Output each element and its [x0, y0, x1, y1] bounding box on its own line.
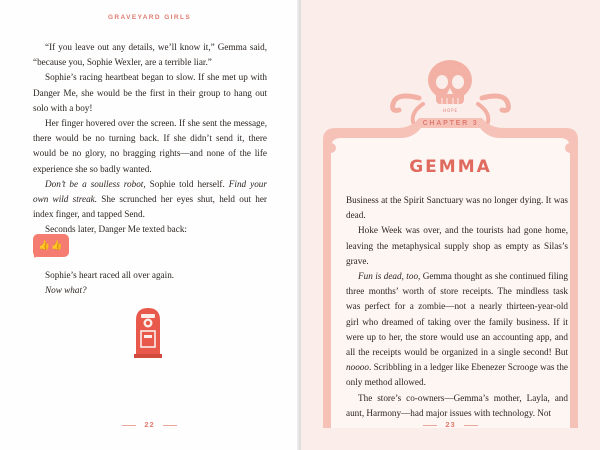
chapter-title: GEMMA [409, 157, 492, 177]
text-run: Gemma thought as she continued filing three months’ worth of store receipts. The mindless task was perfect for a zombie—not a nearly thirteen-year-old girl who dreamed of taking over the family business. If it were up to her, the store would use an accounting app, and all the receipts would be organized in a single second! But [346, 271, 568, 358]
paragraph: Hoke Week was over, and the tourists had gone home, leaving the metaphysical supply shop as empty as Silas’s grave. [346, 225, 568, 266]
thumbs-up-icon: 👍👍 [38, 240, 64, 251]
page-number-right [301, 420, 600, 429]
after-bubble-text [33, 268, 267, 298]
paragraph: The store’s co-owners—Gemma’s mother, Layla, and aunt, Harmony—had major issues with technology. Not [346, 392, 568, 418]
running-head: GRAVEYARD GIRLS [107, 14, 192, 21]
italic-text: Don’t be a soulless robot, [45, 178, 146, 189]
paragraph: “If you leave out any details, we’ll know it,” Gemma said, “because you, Sophie Wexler, are a terrible liar.” [33, 42, 267, 68]
page-number-left [0, 420, 299, 429]
paragraph: Seconds later, Danger Me texted back: [45, 224, 187, 235]
mailbox-ornament-icon [132, 306, 164, 358]
page-number-text: 23 [445, 420, 456, 429]
divider [464, 425, 478, 426]
italic-text: Find your own wild streak. [33, 178, 267, 205]
page-number-text: 22 [144, 420, 155, 429]
divider [423, 425, 437, 426]
paragraph [33, 283, 267, 298]
divider [163, 425, 177, 426]
left-page [0, 0, 299, 450]
italic-text: Now what? [45, 285, 87, 296]
right-page [301, 0, 600, 450]
paragraph [33, 177, 267, 223]
paragraph [346, 269, 568, 391]
text-run: . Scribbling in a ledger like Ebenezer Scrooge was the only method allowed. [346, 362, 568, 388]
right-body-text [346, 193, 568, 421]
text-run: She scrunched her eyes shut, held out her index finger, and tapped Send. [33, 194, 267, 220]
italic-text: Fun is dead, too, [358, 271, 421, 282]
left-body-text [33, 40, 267, 238]
paragraph: Her finger hovered over the screen. If she sent the message, there would be no turning back. If she didn’t send it, there would be no glory, no bragging rights—and none of the life experience she so badly wanted. [33, 118, 267, 174]
chapter-label: CHAPTER 3 [422, 120, 479, 127]
divider [122, 425, 136, 426]
paragraph: Sophie’s heart raced all over again. [45, 270, 175, 280]
text-run: Sophie told herself. [145, 178, 229, 189]
skull-banner: HOPE [442, 108, 459, 113]
italic-text: noooo [346, 362, 369, 373]
paragraph: Business at the Spirit Sanctuary was no longer dying. It was dead. [346, 195, 568, 221]
paragraph: Sophie’s racing heartbeat began to slow. If she met up with Danger Me, she would be the first in their group to hang out solo with a boy! [33, 72, 267, 113]
